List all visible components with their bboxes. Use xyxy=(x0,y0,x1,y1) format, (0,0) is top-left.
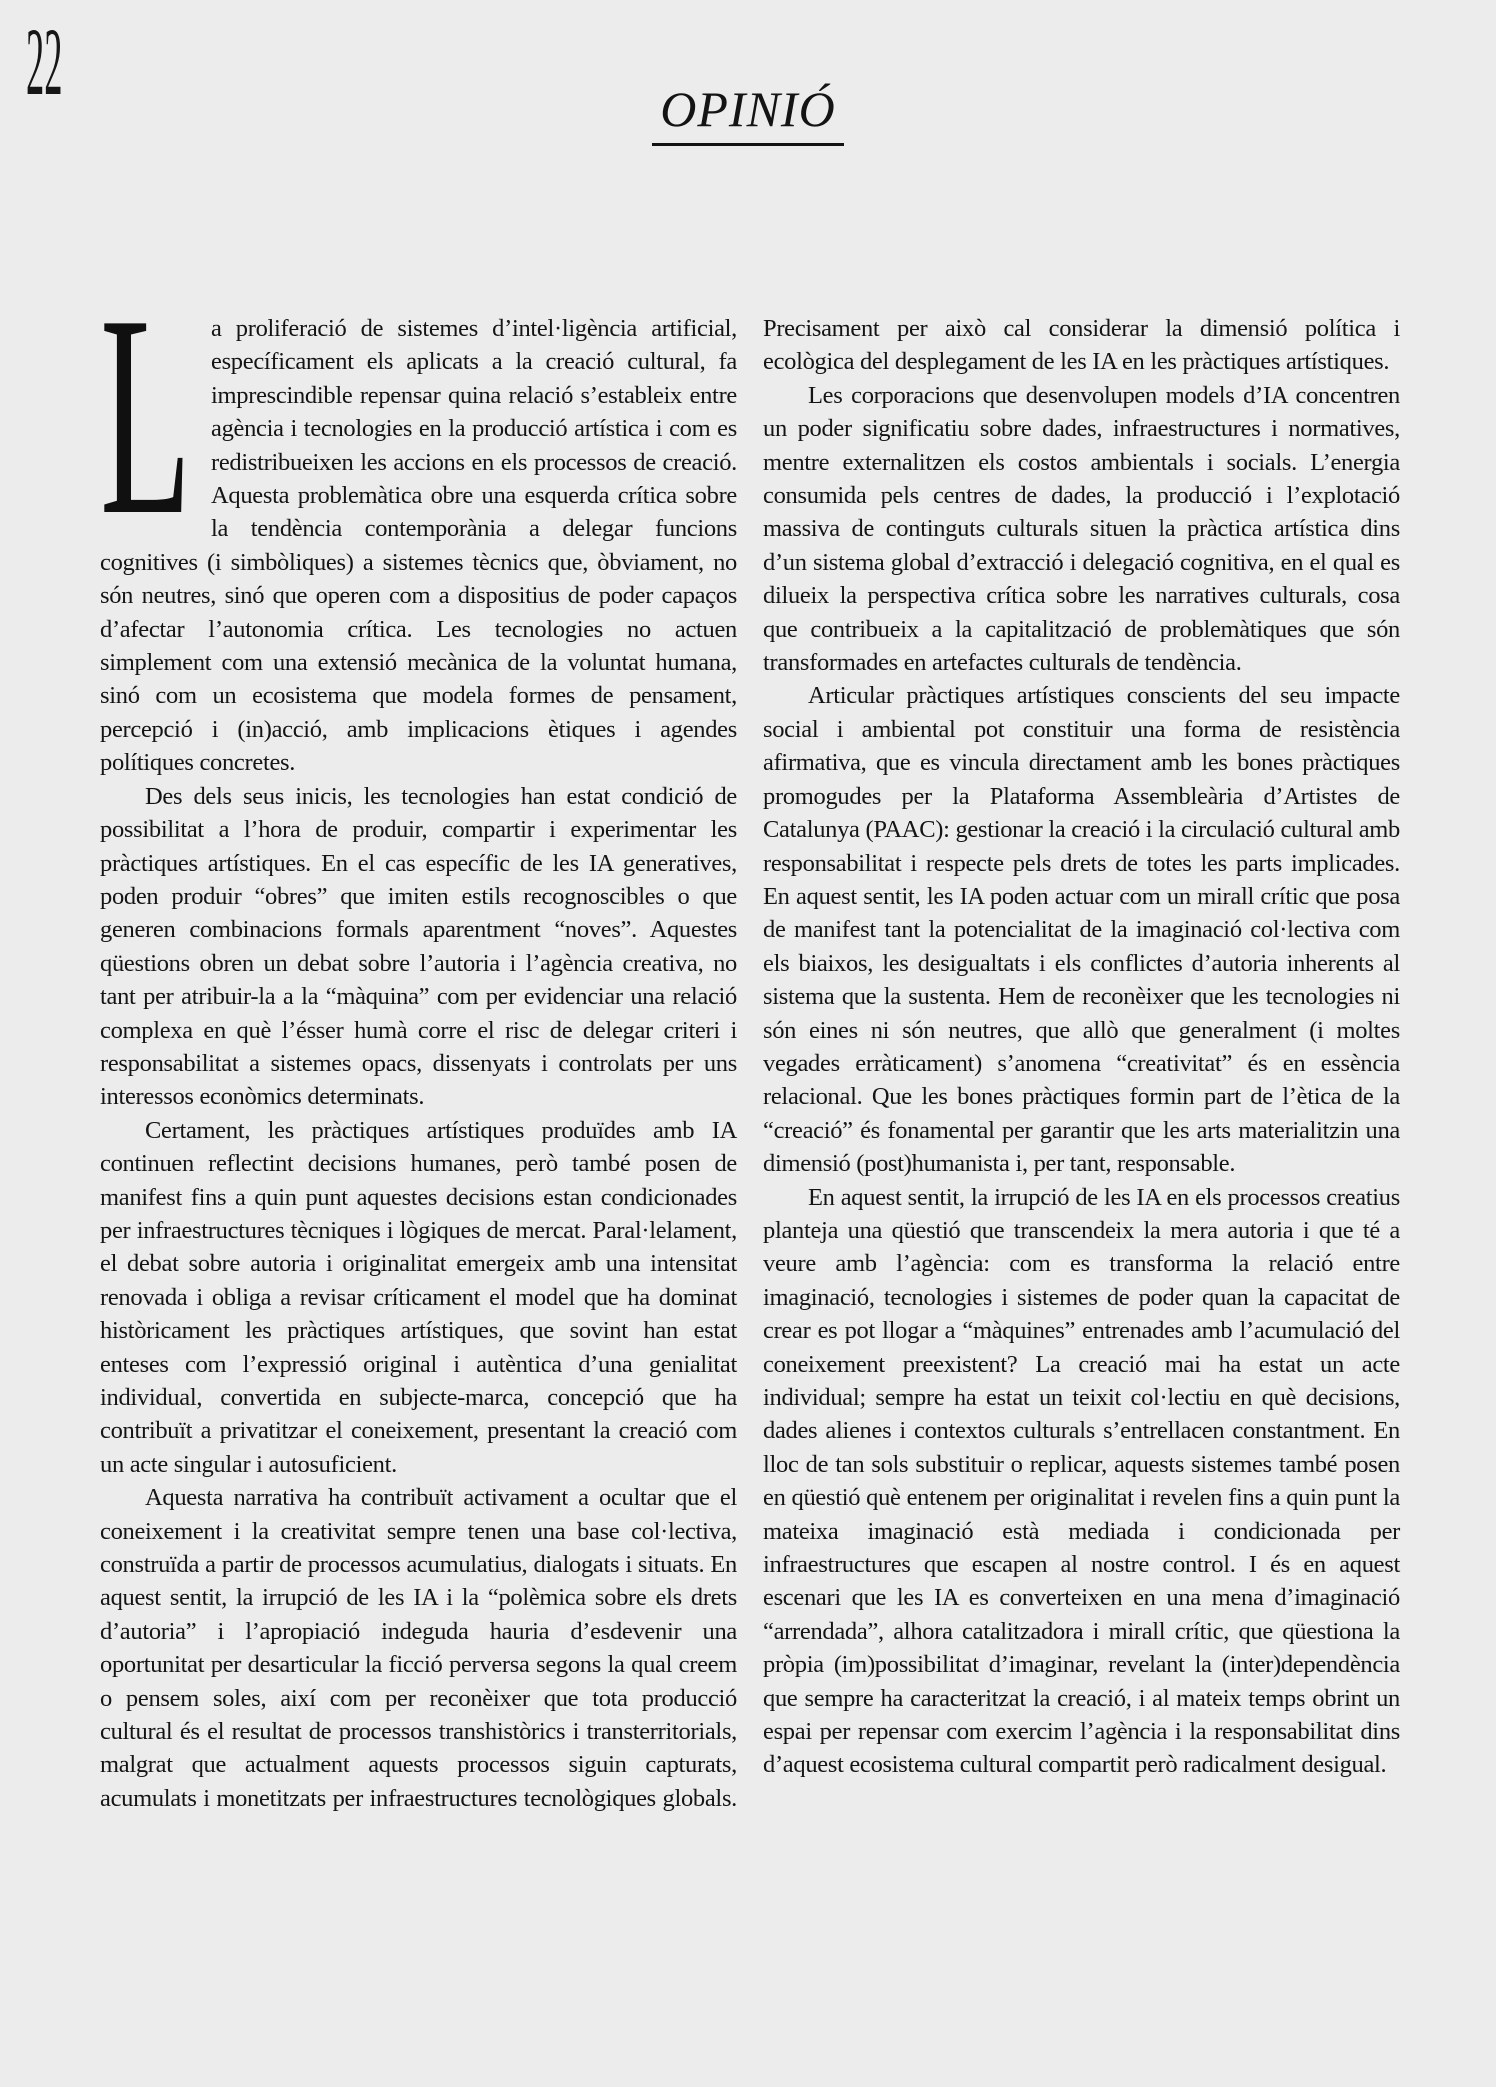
dropcap-letter: L xyxy=(100,256,192,575)
article-body xyxy=(100,256,1400,1815)
paragraph-text: a proliferació de sistemes d’intel·ligència artificial, específicament els aplicats a la creació cultural, fa imprescindible repensar quina relació s’estableix entre agència i tecnologies en la producció artística i com es redistribueixen les accions en els processos de creació. Aquesta problemàtica obre una esquerda crítica sobre la tendència contemporània a delegar funcions cognitives (i simbòliques) a sistemes tècnics que, òbviament, no són neutres, sinó que operen com a dispositius de poder capaços d’afectar l’autonomia crítica. Les tecnologies no actuen simplement com una extensió mecànica de la voluntat humana, sinó com un ecosistema que modela formes de pensament, percepció i (in)acció, amb implicacions ètiques i agendes polítiques concretes. xyxy=(100,315,737,777)
page-number: 22 xyxy=(26,8,63,115)
article-paragraph: Des dels seus inicis, les tecnologies han estat condició de possibilitat a l’hora de produir, compartir i experimentar les pràctiques artístiques. En el cas específic de les IA generatives, poden produir “obres” que imiten estils recognoscibles o que generen combinacions formals aparentment “noves”. Aquestes qüestions obren un debat sobre l’autoria i l’agència creativa, no tant per atribuir-la a la “màquina” com per evidenciar una relació complexa en què l’ésser humà corre el risc de delegar criteri i responsabilitat a sistemes opacs, dissenyats i controlats per uns interessos econòmics determinats. xyxy=(100,782,737,1111)
article-paragraph xyxy=(100,256,737,780)
masthead xyxy=(0,81,1496,146)
article-paragraph: Les corporacions que desenvolupen models d’IA concentren un poder significatiu sobre dades, infraestructures i normatives, mentre externalitzen els costos ambientals i socials. L’energia consumida pels centres de dades, la producció i l’explotació massiva de continguts culturals situen la pràctica artística dins d’un sistema global d’extracció i delegació cognitiva, en el qual es dilueix la perspectiva crítica sobre les narratives culturals, cosa que contribueix a la capitalització de problemàtiques que són transformades en artefactes culturals de tendència. xyxy=(763,381,1400,677)
section-title: OPINIÓ xyxy=(652,84,843,146)
article-paragraph: Certament, les pràctiques artístiques produïdes amb IA continuen reflectint decisions humanes, però també posen de manifest fins a quin punt aquestes decisions estan condicionades per infraestructures tècniques i lògiques de mercat. Paral·lelament, el debat sobre autoria i originalitat emergeix amb una intensitat renovada i obliga a revisar críticament el model que ha dominat històricament les pràctiques artístiques, que sovint han estat enteses com l’expressió original i autèntica d’una genialitat individual, convertida en subjecte-marca, concepció que ha contribuït a privatitzar el coneixement, presentant la creació com un acte singular i autosuficient. xyxy=(100,1116,737,1478)
article-paragraph: En aquest sentit, la irrupció de les IA en els processos creatius planteja una qüestió que transcendeix la mera autoria i que té a veure amb l’agència: com es transforma la relació entre imaginació, tecnologies i sistemes de poder quan la capacitat de crear es pot llogar a “màquines” entrenades amb l’acumulació del coneixement preexistent? La creació mai ha estat un acte individual; sempre ha estat un teixit col·lectiu en què decisions, dades alienes i contextos culturals s’entrellacen constantment. En lloc de tan sols substituir o replicar, aquests sistemes també posen en qüestió què entenem per originalitat i revelen fins a quin punt la mateixa imaginació està mediada i condicionada per infraestructures que escapen al nostre control. I és en aquest escenari que les IA es converteixen en una mena d’imaginació “arrendada”, alhora catalitzadora i mirall crític, que qüestiona la pròpia (im)possibilitat d’imaginar, revelant la (inter)dependència que sempre ha caracteritzat la creació, i al mateix temps obrint un espai per repensar com exercim l’agència i la responsabilitat dins d’aquest ecosistema cultural compartit però radicalment desigual. xyxy=(763,1183,1400,1779)
article-paragraph: Articular pràctiques artístiques conscients del seu impacte social i ambiental pot constituir una forma de resistència afirmativa, que es vincula directament amb les bones pràctiques promogudes per la Plataforma Assembleària d’Artistes de Catalunya (PAAC): gestionar la creació i la circulació cultural amb responsabilitat i respecte pels drets de totes les parts implicades. En aquest sentit, les IA poden actuar com un mirall crític que posa de manifest tant la potencialitat de la imaginació col·lectiva com els biaixos, les desigualtats i els conflictes d’autoria inherents al sistema que la sustenta. Hem de reconèixer que les tecnologies ni són eines ni són neutres, que allò que generalment (i moltes vegades erràticament) s’anomena “creativitat” és en essència relacional. Que les bones pràctiques formin part de l’ètica de la “creació” és fonamental per garantir que les arts materialitzin una dimensió (post)humanista i, per tant, responsable. xyxy=(763,682,1400,1178)
article-paragraph: Aquesta narrativa ha contribuït activament a ocultar que el coneixement i la creativitat sempre tenen una base col·lectiva, construïda a partir de processos acumulatius, dialogats i situats. En aquest sentit, la irrupció de les IA i la “polèmica sobre els drets d’autoria” i l’apropiació indeguda hauria d’esdevenir una oportunitat per desarticular la ficció perversa segons la qual creem o pensem soles, així com per reconèixer que tota producció cultural és el resultat de processos transhistòrics i transterritorials, malgrat que actualment aquests processos siguin capturats, acumulats i monetitzats per infraestructures tecnològiques globals. Precisament per això cal considerar la dimensió política i ecològica del desplegament de les IA en les pràctiques artístiques. xyxy=(100,315,1400,1812)
